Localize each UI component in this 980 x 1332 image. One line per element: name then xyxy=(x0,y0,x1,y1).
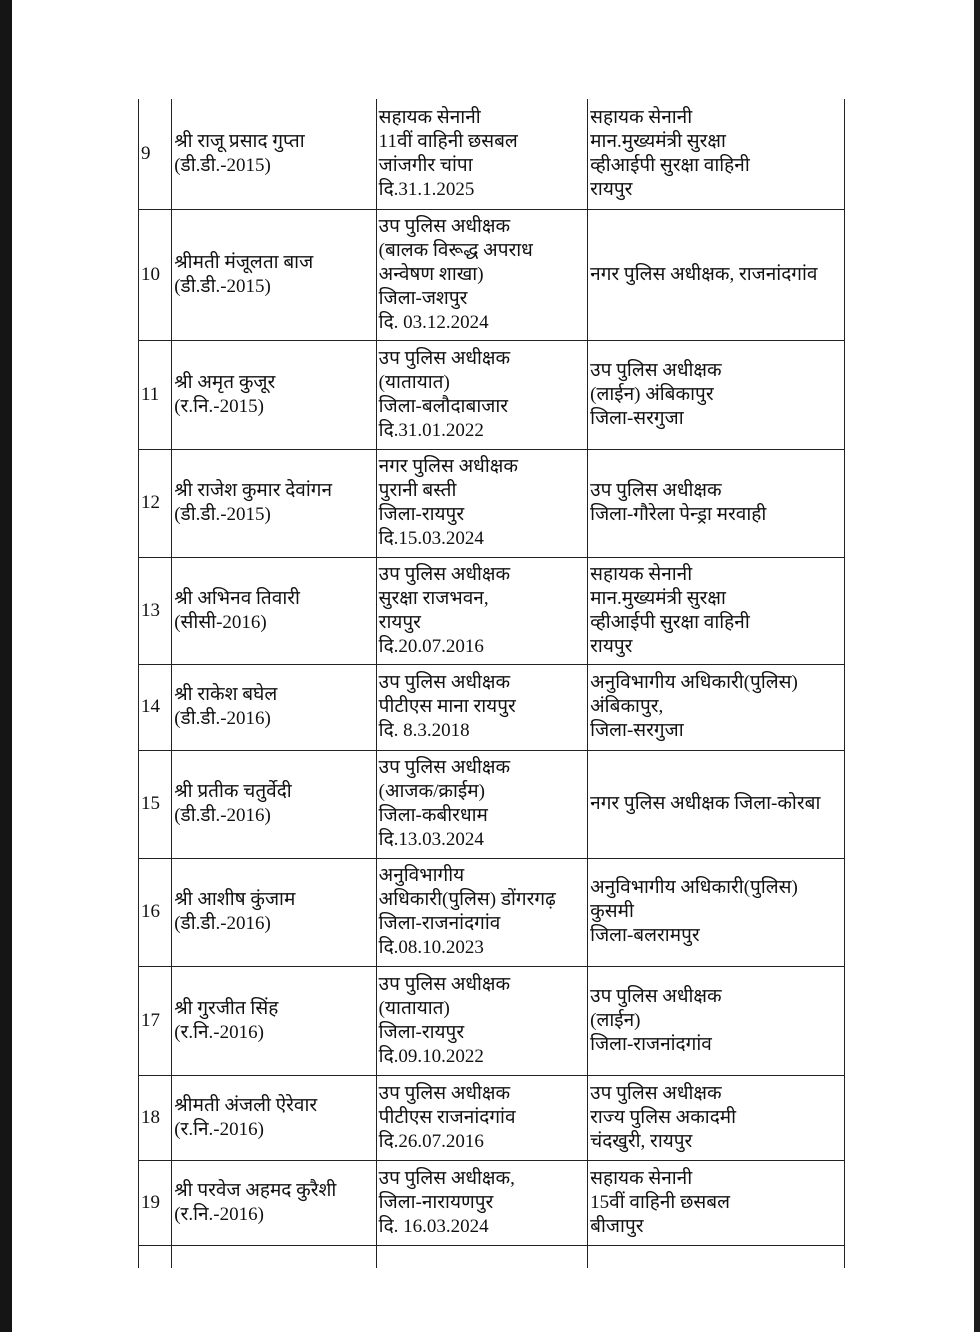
cell-line: 11वीं वाहिनी छसबल xyxy=(378,130,518,152)
table-row xyxy=(139,966,845,1075)
cell-line: मान.मुख्यमंत्री सुरक्षा xyxy=(590,587,726,609)
cell-line: (लाईन) xyxy=(590,1009,641,1031)
cell-line: अधिकारी(पुलिस) डोंगरगढ़ xyxy=(378,889,556,910)
current-posting-cell xyxy=(376,966,587,1075)
cell-line: श्री अमृत कुजूर xyxy=(174,371,276,393)
new-posting-cell xyxy=(588,1075,845,1160)
cell-line: जिला-नारायणपुर xyxy=(378,1191,494,1213)
cell-line: (यातायात) xyxy=(378,997,450,1019)
current-posting-cell xyxy=(376,664,587,750)
cell-line: दि.20.07.2016 xyxy=(378,635,484,657)
cell-line: जिला-बलौदाबाजार xyxy=(378,395,509,417)
cell-line: श्री राजेश कुमार देवांगन xyxy=(174,480,333,501)
current-posting-cell xyxy=(376,1160,587,1245)
cell-line: जिला-रायपुर xyxy=(378,504,465,525)
table-row xyxy=(139,449,845,557)
cell-line: (डी.डी.-2016) xyxy=(174,913,271,934)
new-posting-cell xyxy=(588,966,845,1075)
cell-line: नगर पुलिस अधीक्षक, राजनांदगांव xyxy=(590,263,818,285)
viewer-edge-right xyxy=(974,0,980,1332)
cell-line: (बालक विरूद्ध अपराध xyxy=(378,239,533,261)
serial-number: 14 xyxy=(139,664,172,750)
cell-line: उप पुलिस अधीक्षक xyxy=(378,973,511,995)
cell-line: (लाईन) अंबिकापुर xyxy=(590,383,714,405)
new-posting-cell xyxy=(588,664,845,750)
cell-line: श्री अभिनव तिवारी xyxy=(174,587,300,609)
new-posting-cell xyxy=(588,557,845,664)
cell-line: अंबिकापुर, xyxy=(590,696,664,717)
cell-line: उप पुलिस अधीक्षक xyxy=(590,359,722,381)
officer-name-cell xyxy=(172,1075,376,1160)
cell-line: बीजापुर xyxy=(590,1215,644,1237)
cell-line: दि.15.03.2024 xyxy=(378,528,484,549)
table-row xyxy=(139,340,845,449)
serial-number: 17 xyxy=(139,966,172,1075)
cell-line: (डी.डी.-2015) xyxy=(174,275,271,297)
serial-number: 13 xyxy=(139,557,172,664)
table-row xyxy=(139,664,845,750)
officer-name-cell xyxy=(172,1160,376,1245)
serial-number: 11 xyxy=(139,340,172,449)
cell-line: जिला-बलरामपुर xyxy=(590,925,700,946)
table-row xyxy=(139,1160,845,1245)
cell-line: दि. 16.03.2024 xyxy=(378,1215,489,1237)
new-posting-cell xyxy=(588,209,845,340)
cell-line: जिला-कबीरधाम xyxy=(378,805,488,826)
cell-line: उप पुलिस अधीक्षक xyxy=(590,1082,722,1104)
cell-line: श्री राकेश बघेल xyxy=(174,684,278,705)
officer-name-cell xyxy=(172,557,376,664)
empty-cell xyxy=(172,1245,376,1268)
cell-line: सहायक सेनानी xyxy=(378,106,481,128)
cell-line: उप पुलिस अधीक्षक xyxy=(590,985,722,1007)
cell-line: जिला-जशपुर xyxy=(378,287,468,309)
cell-line: उप पुलिस अधीक्षक xyxy=(378,672,511,693)
cell-line: अन्वेषण शाखा) xyxy=(378,263,484,285)
cell-line: (आजक/क्राईम) xyxy=(378,781,485,802)
cell-line: उप पुलिस अधीक्षक xyxy=(378,757,511,778)
new-posting-cell xyxy=(588,449,845,557)
cell-line: दि.31.1.2025 xyxy=(378,178,475,200)
cell-line: अनुविभागीय अधिकारी(पुलिस) xyxy=(590,877,798,898)
table-row xyxy=(139,209,845,340)
table-row xyxy=(139,858,845,966)
cell-line: दि.31.01.2022 xyxy=(378,419,484,441)
cell-line: पुरानी बस्ती xyxy=(378,480,457,501)
cell-line: राज्य पुलिस अकादमी xyxy=(590,1106,737,1128)
serial-number: 10 xyxy=(139,209,172,340)
cell-line: पीटीएस राजनांदगांव xyxy=(378,1106,516,1128)
table-row xyxy=(139,557,845,664)
cell-line: श्री प्रतीक चतुर्वेदी xyxy=(174,781,292,802)
cell-line: श्री आशीष कुंजाम xyxy=(174,889,296,910)
cell-line: उप पुलिस अधीक्षक xyxy=(378,1082,511,1104)
officer-name-cell xyxy=(172,209,376,340)
officer-name-cell xyxy=(172,750,376,858)
cell-line: उप पुलिस अधीक्षक xyxy=(378,563,511,585)
cell-line: दि.08.10.2023 xyxy=(378,937,484,958)
cell-line: श्रीमती अंजली ऐरेवार xyxy=(174,1094,318,1116)
cell-line: व्हीआईपी सुरक्षा वाहिनी xyxy=(590,611,750,633)
current-posting-cell xyxy=(376,340,587,449)
cell-line: (र.नि.-2016) xyxy=(174,1203,264,1225)
current-posting-cell xyxy=(376,1075,587,1160)
cell-line: रायपुर xyxy=(378,611,421,633)
new-posting-cell xyxy=(588,340,845,449)
cell-line: उप पुलिस अधीक्षक xyxy=(378,215,511,237)
serial-number: 15 xyxy=(139,750,172,858)
transfer-table-body xyxy=(139,99,845,1268)
officer-name-cell xyxy=(172,340,376,449)
cell-line: दि. 8.3.2018 xyxy=(378,720,470,741)
current-posting-cell xyxy=(376,858,587,966)
cell-line: अनुविभागीय xyxy=(378,865,465,886)
officer-name-cell xyxy=(172,449,376,557)
officer-name-cell xyxy=(172,664,376,750)
cell-line: दि. 03.12.2024 xyxy=(378,311,489,333)
officer-name-cell xyxy=(172,966,376,1075)
cell-line: (डी.डी.-2016) xyxy=(174,805,271,826)
cell-line: नगर पुलिस अधीक्षक जिला-कोरबा xyxy=(590,793,821,814)
cell-line: श्री राजू प्रसाद गुप्ता xyxy=(174,130,305,152)
serial-number: 16 xyxy=(139,858,172,966)
cell-line: मान.मुख्यमंत्री सुरक्षा xyxy=(590,130,726,152)
cell-line: 15वीं वाहिनी छसबल xyxy=(590,1191,730,1213)
cell-line: सहायक सेनानी xyxy=(590,106,693,128)
cell-line: रायपुर xyxy=(590,635,633,657)
cell-line: जिला-सरगुजा xyxy=(590,720,684,741)
serial-number: 18 xyxy=(139,1075,172,1160)
cell-line: रायपुर xyxy=(590,178,633,200)
current-posting-cell xyxy=(376,449,587,557)
cell-line: जिला-रायपुर xyxy=(378,1021,465,1043)
cell-line: जिला-राजनांदगांव xyxy=(378,913,501,934)
cell-line: व्हीआईपी सुरक्षा वाहिनी xyxy=(590,154,750,176)
cell-line: नगर पुलिस अधीक्षक xyxy=(378,456,518,477)
serial-number: 9 xyxy=(139,99,172,209)
cell-line: श्रीमती मंजूलता बाज xyxy=(174,251,314,273)
officer-name-cell xyxy=(172,858,376,966)
cell-line: सहायक सेनानी xyxy=(590,563,693,585)
cell-line: (र.नि.-2015) xyxy=(174,395,264,417)
table-row-continuation xyxy=(139,1245,845,1268)
cell-line: (डी.डी.-2015) xyxy=(174,154,271,176)
table-row xyxy=(139,750,845,858)
current-posting-cell xyxy=(376,750,587,858)
transfer-table xyxy=(138,99,845,1268)
empty-cell xyxy=(139,1245,172,1268)
cell-line: सहायक सेनानी xyxy=(590,1167,693,1189)
new-posting-cell xyxy=(588,1160,845,1245)
officer-name-cell xyxy=(172,99,376,209)
new-posting-cell xyxy=(588,858,845,966)
table-row xyxy=(139,1075,845,1160)
cell-line: जिला-सरगुजा xyxy=(590,407,684,429)
cell-line: कुसमी xyxy=(590,901,634,922)
cell-line: (डी.डी.-2015) xyxy=(174,504,271,525)
cell-line: जांजगीर चांपा xyxy=(378,154,473,176)
current-posting-cell xyxy=(376,209,587,340)
cell-line: जिला-गौरेला पेन्ड्रा मरवाही xyxy=(590,504,767,525)
cell-line: पीटीएस माना रायपुर xyxy=(378,696,516,717)
cell-line: जिला-राजनांदगांव xyxy=(590,1033,712,1055)
cell-line: सुरक्षा राजभवन, xyxy=(378,587,489,609)
serial-number: 12 xyxy=(139,449,172,557)
cell-line: श्री गुरजीत सिंह xyxy=(174,997,279,1019)
cell-line: चंदखुरी, रायपुर xyxy=(590,1130,693,1152)
empty-cell xyxy=(588,1245,845,1268)
cell-line: उप पुलिस अधीक्षक xyxy=(590,480,722,501)
viewer-edge-left xyxy=(0,0,12,1332)
serial-number: 19 xyxy=(139,1160,172,1245)
empty-cell xyxy=(376,1245,587,1268)
cell-line: दि.13.03.2024 xyxy=(378,829,484,850)
new-posting-cell xyxy=(588,750,845,858)
cell-line: (र.नि.-2016) xyxy=(174,1021,264,1043)
cell-line: दि.09.10.2022 xyxy=(378,1045,484,1067)
cell-line: दि.26.07.2016 xyxy=(378,1130,484,1152)
cell-line: श्री परवेज अहमद कुरैशी xyxy=(174,1179,337,1201)
cell-line: (यातायात) xyxy=(378,371,450,393)
cell-line: उप पुलिस अधीक्षक, xyxy=(378,1167,515,1189)
current-posting-cell xyxy=(376,557,587,664)
table-row xyxy=(139,99,845,209)
cell-line: (र.नि.-2016) xyxy=(174,1118,264,1140)
current-posting-cell xyxy=(376,99,587,209)
cell-line: (डी.डी.-2016) xyxy=(174,708,271,729)
cell-line: उप पुलिस अधीक्षक xyxy=(378,347,511,369)
new-posting-cell xyxy=(588,99,845,209)
cell-line: (सीसी-2016) xyxy=(174,611,267,633)
cell-line: अनुविभागीय अधिकारी(पुलिस) xyxy=(590,672,798,693)
